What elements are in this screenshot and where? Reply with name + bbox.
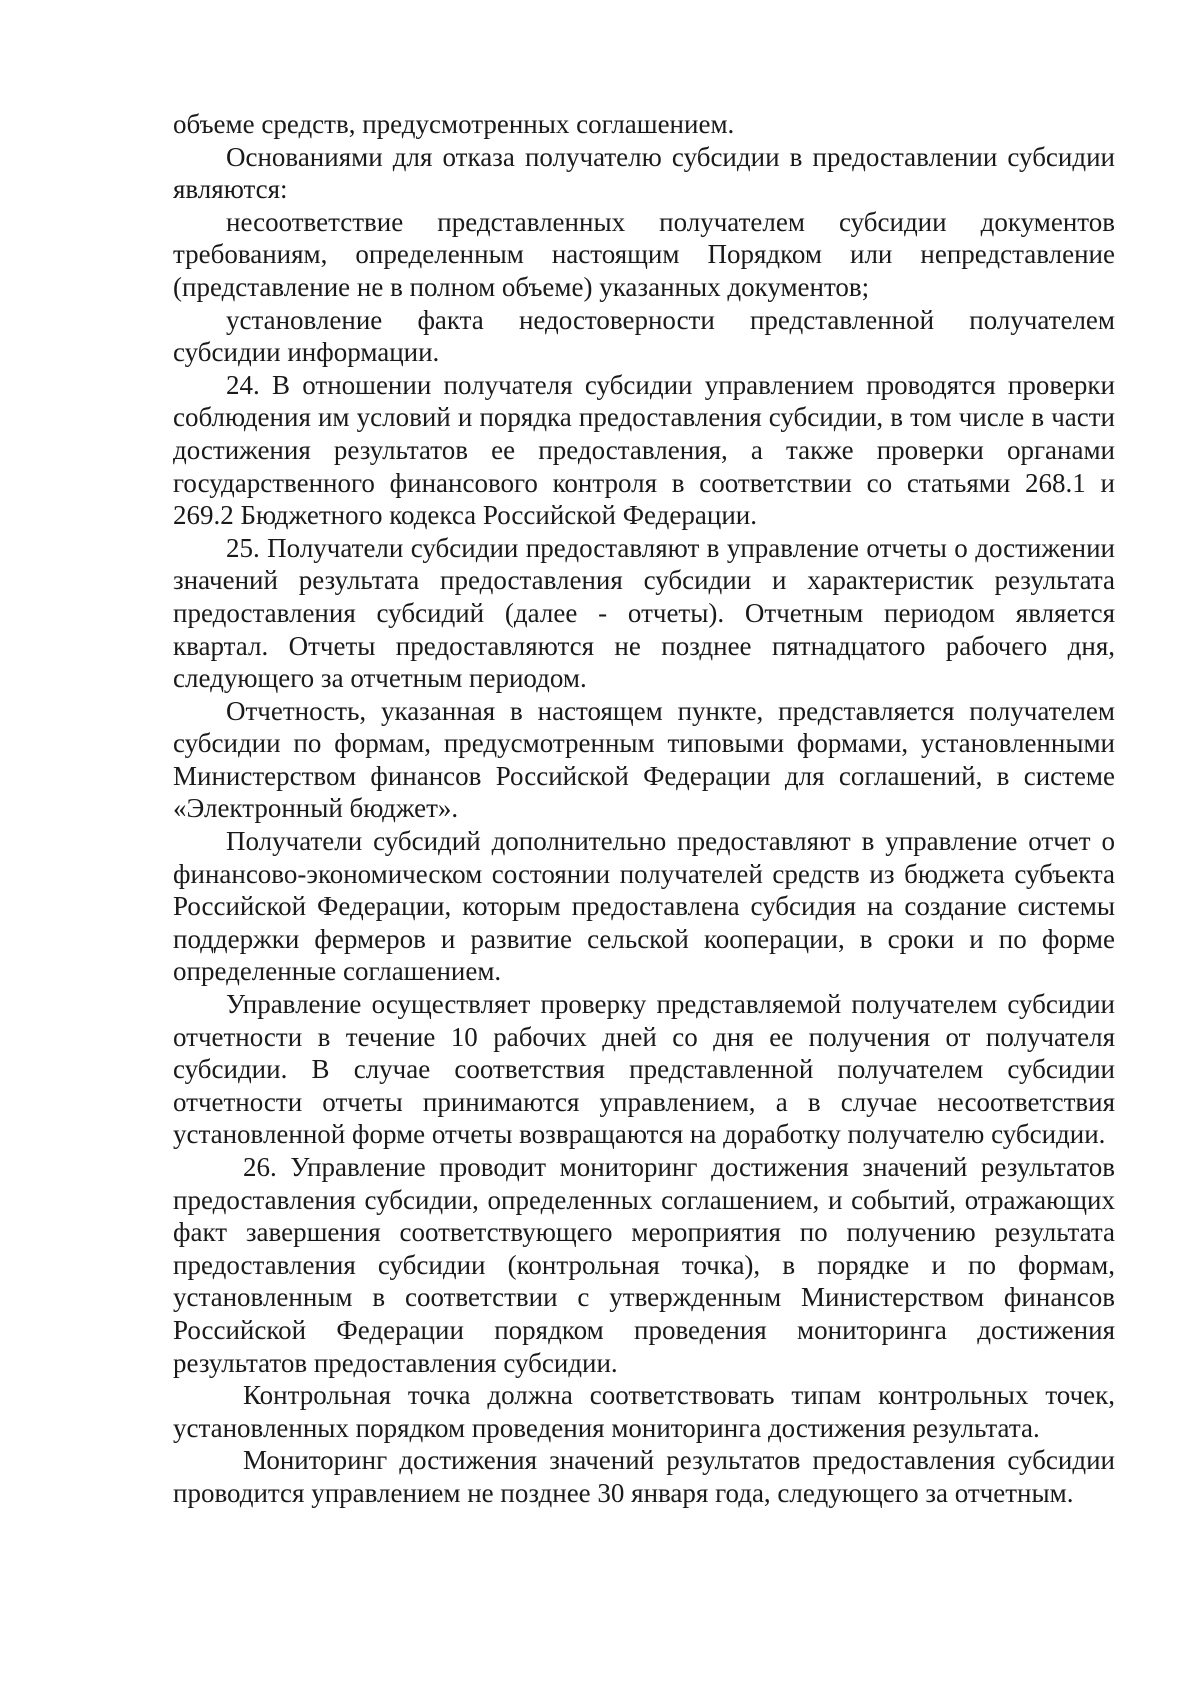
paragraph-control-point: Контрольная точка должна соответствовать типам контрольных точек, установленных порядком проведения мониторинга достижения результата.	[173, 1380, 1115, 1443]
paragraph-continuation: объеме средств, предусмотренных соглашением.	[173, 109, 735, 139]
document-page	[173, 108, 1115, 1510]
paragraph-refusal-grounds: Основаниями для отказа получателю субсидии в предоставлении субсидии являются:	[173, 141, 1115, 205]
paragraph-report-check: Управление осуществляет проверку представляемой получателем субсидии отчетности в течение 10 рабочих дней со дня ее получения от получателя субсидии. В случае соответствия представленной получателем субсидии отчетности отчеты принимаются управлением, а в случае несоответствия установленной форме отчеты возвращаются на доработку получателю субсидии.	[173, 989, 1115, 1150]
paragraph-false-information: установление факта недостоверности представленной получателем субсидии информации.	[173, 304, 1115, 368]
paragraph-document-mismatch: несоответствие представленных получателем субсидии документов требованиям, определенным настоящим Порядком или непредставление (представление не в полном объеме) указанных документов;	[173, 206, 1115, 302]
paragraph-monitoring-deadline: Мониторинг достижения значений результатов предоставления субсидии проводится управлением не позднее 30 января года, следующего за отчетным.	[173, 1445, 1115, 1508]
paragraph-financial-report: Получатели субсидий дополнительно предоставляют в управление отчет о финансово-экономическом состоянии получателей средств из бюджета субъекта Российской Федерации, которым предоставлена субсидия на создание системы поддержки фермеров и развитие сельской кооперации, в сроки и по форме определенные соглашением.	[173, 826, 1115, 987]
paragraph-item-24: 24. В отношении получателя субсидии управлением проводятся проверки соблюдения им условий и порядка предоставления субсидии, в том числе в части достижения результатов ее предоставления, а также проверки органами государственного финансового контроля в соответствии со статьями 268.1 и 269.2 Бюджетного кодекса Российской Федерации.	[173, 369, 1115, 531]
paragraph-item-26: 26. Управление проводит мониторинг достижения значений результатов предоставления субсидии, определенных соглашением, и событий, отражающих факт завершения соответствующего мероприятия по получению результата предоставления субсидии (контрольная точка), в порядке и по формам, установленным в соответствии с утвержденным Министерством финансов Российской Федерации порядком проведения мониторинга достижения результатов предоставления субсидии.	[173, 1152, 1115, 1378]
paragraph-reporting-forms: Отчетность, указанная в настоящем пункте, представляется получателем субсидии по формам, предусмотренным типовыми формами, установленными Министерством финансов Российской Федерации для соглашений, в системе «Электронный бюджет».	[173, 695, 1115, 824]
paragraph-item-25: 25. Получатели субсидии предоставляют в управление отчеты о достижении значений результата предоставления субсидии и характеристик результата предоставления субсидий (далее - отчеты). Отчетным периодом является квартал. Отчеты предоставляются не позднее пятнадцатого рабочего дня, следующего за отчетным периодом.	[173, 532, 1115, 694]
